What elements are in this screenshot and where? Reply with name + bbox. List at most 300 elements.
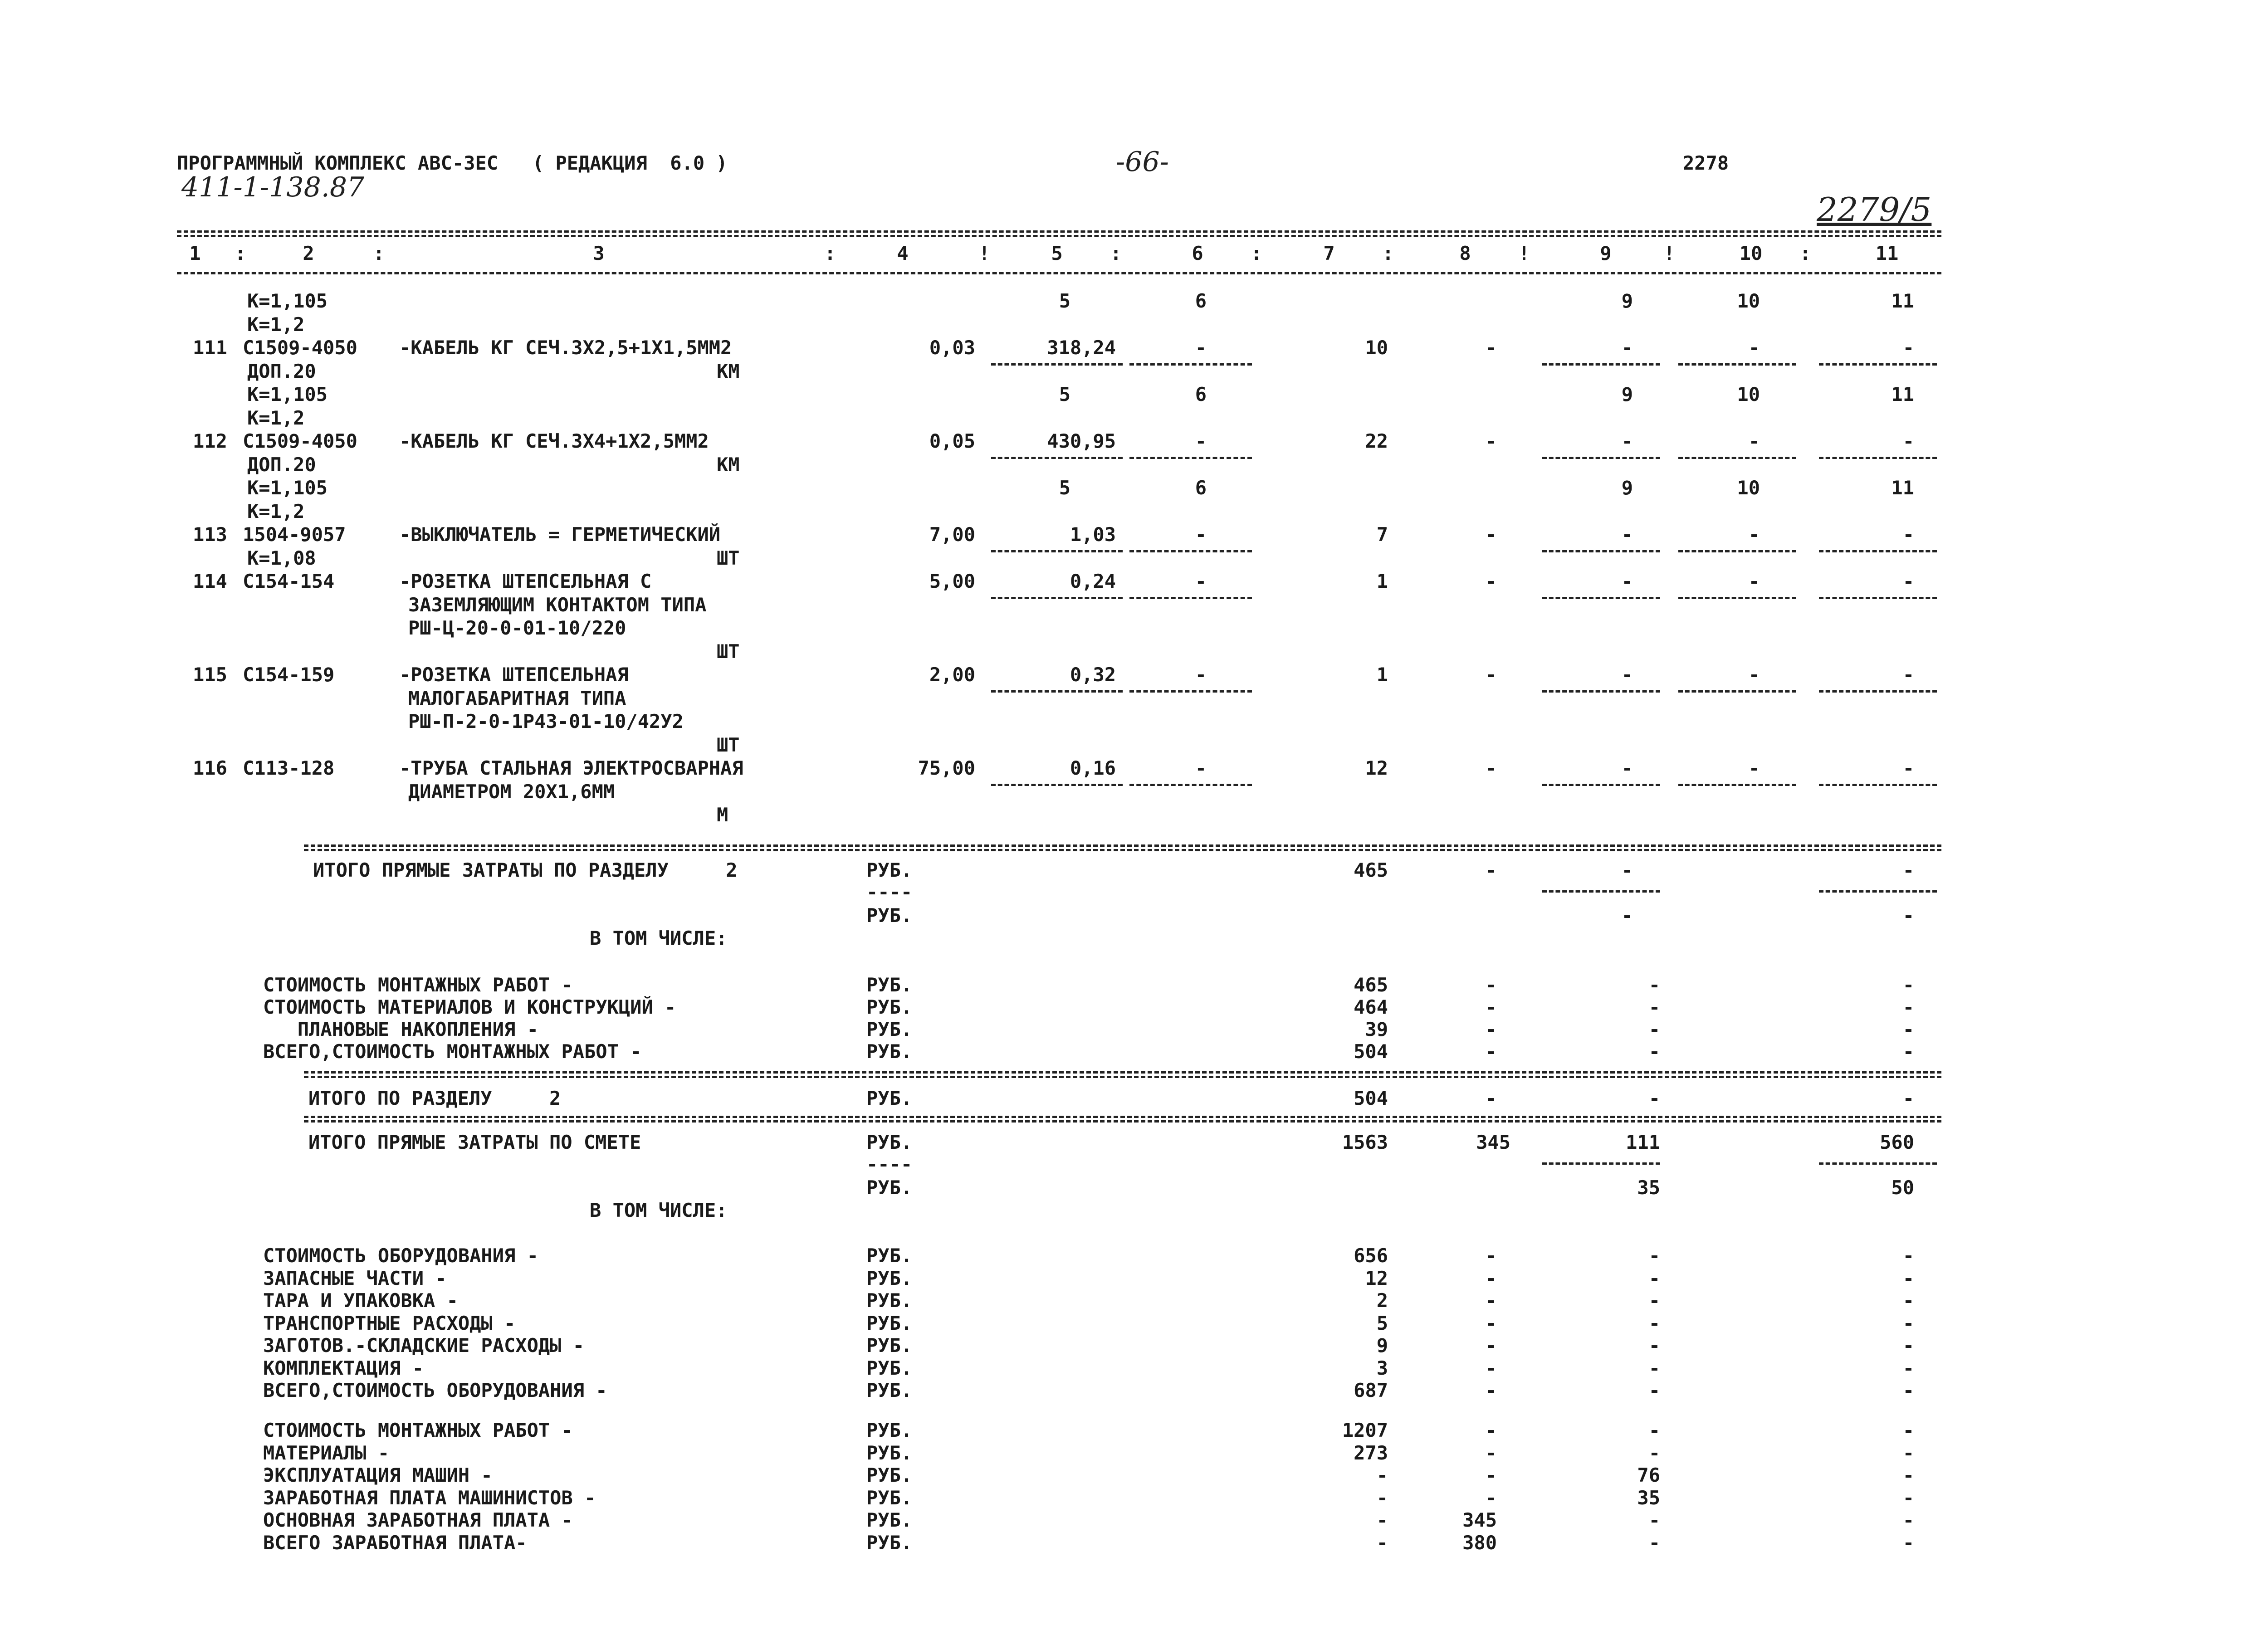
- col11-dash: 11: [1891, 383, 1914, 405]
- col5-dash: 5: [1059, 477, 1070, 499]
- summary-label: СТОИМОСТЬ ОБОРУДОВАНИЯ -: [263, 1245, 538, 1267]
- summary-col7: 9: [1376, 1334, 1388, 1357]
- summary-label: МАТЕРИАЛЫ -: [263, 1441, 390, 1464]
- cell-rule: [1819, 363, 1937, 366]
- col7-value: 22: [1365, 430, 1388, 452]
- col10-value: -: [1748, 523, 1760, 546]
- summary-col8: -: [1485, 1486, 1497, 1509]
- summary-col8: -: [1485, 1441, 1497, 1464]
- estimate-total-unit-2: РУБ.: [866, 1176, 913, 1199]
- summary-col11: -: [1902, 1312, 1914, 1334]
- section-rule-2: [304, 1120, 1941, 1123]
- col8-value: -: [1485, 757, 1497, 779]
- summary-col9: -: [1648, 1419, 1660, 1441]
- summary-col11: -: [1902, 1087, 1914, 1109]
- item-name-continued: МАЛОГАБАРИТНАЯ ТИПА: [408, 687, 626, 709]
- item-unit: ШТ: [717, 547, 740, 569]
- section-rule-2: [304, 1076, 1941, 1078]
- summary-col8: -: [1485, 1334, 1497, 1357]
- col6-value: -: [1195, 523, 1207, 546]
- column-header-5: 5: [1051, 242, 1063, 264]
- summary-col8: -: [1485, 1312, 1497, 1334]
- estimate-total-col8: 345: [1476, 1131, 1510, 1153]
- cell-rule: [1819, 890, 1937, 893]
- col11-value: -: [1902, 664, 1914, 686]
- item-number: 114: [193, 570, 227, 592]
- column-separator: :: [1799, 242, 1811, 264]
- item-modifier: К=1,105: [247, 383, 328, 405]
- summary-col11: -: [1902, 1509, 1914, 1531]
- col7-value: 7: [1376, 523, 1388, 546]
- item-name: -КАБЕЛЬ КГ СЕЧ.3Х2,5+1Х1,5ММ2: [399, 337, 732, 359]
- summary-col8: -: [1485, 974, 1497, 996]
- col7-value: 10: [1365, 337, 1388, 359]
- col9-dash: 9: [1621, 477, 1633, 499]
- col6-value: -: [1195, 757, 1207, 779]
- summary-label: ИТОГО ПО РАЗДЕЛУ 2: [308, 1087, 561, 1109]
- summary-col7: 1207: [1342, 1419, 1388, 1441]
- estimate-total-col9: 111: [1626, 1131, 1660, 1153]
- summary-col11: -: [1902, 1357, 1914, 1379]
- cell-rule: [991, 690, 1123, 693]
- summary-col8: -: [1485, 1357, 1497, 1379]
- cell-rule: [1678, 597, 1796, 599]
- summary-unit: РУБ.: [866, 1509, 913, 1531]
- summary-col7: 504: [1354, 1087, 1388, 1109]
- item-name-continued: РШ-П-2-0-1Р43-01-10/42У2: [408, 710, 684, 732]
- item-number: 111: [193, 337, 227, 359]
- cell-rule: [1542, 690, 1660, 693]
- summary-col8: -: [1485, 1040, 1497, 1063]
- item-code: С154-154: [243, 570, 335, 592]
- cell-rule: [1129, 457, 1252, 459]
- summary-col7: -: [1376, 1531, 1388, 1554]
- col10-value: -: [1748, 430, 1760, 452]
- summary-col11: -: [1902, 974, 1914, 996]
- summary-col9: -: [1648, 1357, 1660, 1379]
- column-separator: !: [1663, 242, 1675, 264]
- item-name-continued: ЗАЗЕМЛЯЮЩИМ КОНТАКТОМ ТИПА: [408, 594, 707, 616]
- item-number: 112: [193, 430, 227, 452]
- summary-col11: -: [1902, 1334, 1914, 1357]
- including-heading: В ТОМ ЧИСЛЕ:: [590, 927, 728, 949]
- item-unit-price: 430,95: [1047, 430, 1116, 452]
- item-modifier: К=1,2: [247, 313, 305, 336]
- summary-label: ЗАГОТОВ.-СКЛАДСКИЕ РАСХОДЫ -: [263, 1334, 585, 1357]
- item-name-continued: ДИАМЕТРОМ 20Х1,6ММ: [408, 781, 615, 803]
- column-header-7: 7: [1323, 242, 1335, 264]
- program-title: ПРОГРАММНЫЙ КОМПЛЕКС АВС-3ЕС ( РЕДАКЦИЯ 6.0 ): [177, 152, 728, 174]
- col10-dash: 10: [1737, 383, 1760, 405]
- col8-value: -: [1485, 337, 1497, 359]
- summary-col9: -: [1648, 1379, 1660, 1401]
- summary-label: ЭКСПЛУАТАЦИЯ МАШИН -: [263, 1464, 493, 1486]
- summary-col8: -: [1485, 1289, 1497, 1312]
- col7-value: 1: [1376, 570, 1388, 592]
- summary-col11: -: [1902, 1419, 1914, 1441]
- cell-rule: [1819, 597, 1937, 599]
- summary-col8: -: [1485, 1464, 1497, 1486]
- column-header-10: 10: [1739, 242, 1763, 264]
- cell-rule: [991, 597, 1123, 599]
- summary-col8: 345: [1462, 1509, 1497, 1531]
- estimate-total-label: ИТОГО ПРЯМЫЕ ЗАТРАТЫ ПО СМЕТЕ: [308, 1131, 641, 1153]
- item-name: -РОЗЕТКА ШТЕПСЕЛЬНАЯ: [399, 664, 629, 686]
- item-name: -РОЗЕТКА ШТЕПСЕЛЬНАЯ С: [399, 570, 652, 592]
- summary-unit: РУБ.: [866, 1018, 913, 1040]
- col11-value: -: [1902, 523, 1914, 546]
- item-modifier: К=1,2: [247, 407, 305, 429]
- cell-rule: [1129, 784, 1252, 786]
- estimate-total-unit-dash: ----: [866, 1153, 913, 1175]
- summary-col7: 3: [1376, 1357, 1388, 1379]
- col11-dash: 11: [1891, 477, 1914, 499]
- summary-col7: 5: [1376, 1312, 1388, 1334]
- summary-col11: -: [1902, 1441, 1914, 1464]
- column-separator: :: [373, 242, 385, 264]
- page-number: -66-: [1116, 146, 1169, 178]
- section-total-col9: -: [1621, 859, 1633, 881]
- item-name: -ВЫКЛЮЧАТЕЛЬ = ГЕРМЕТИЧЕСКИЙ: [399, 523, 721, 546]
- cell-rule: [991, 457, 1123, 459]
- col10-dash: 10: [1737, 477, 1760, 499]
- cell-rule: [991, 784, 1123, 786]
- summary-col9: 35: [1637, 1486, 1660, 1509]
- summary-col8: -: [1485, 1018, 1497, 1040]
- summary-col7: -: [1376, 1509, 1388, 1531]
- summary-col9: -: [1648, 1312, 1660, 1334]
- item-name: -ТРУБА СТАЛЬНАЯ ЭЛЕКТРОСВАРНАЯ: [399, 757, 743, 779]
- cell-rule: [1819, 784, 1937, 786]
- item-code: С1509-4050: [243, 430, 357, 452]
- col11-value: -: [1902, 570, 1914, 592]
- summary-unit: РУБ.: [866, 1334, 913, 1357]
- cell-rule: [991, 363, 1123, 366]
- section-total-col7: 465: [1354, 859, 1388, 881]
- section-rule: [304, 844, 1941, 847]
- summary-unit: РУБ.: [866, 1040, 913, 1063]
- cell-rule: [1542, 784, 1660, 786]
- summary-unit: РУБ.: [866, 1357, 913, 1379]
- summary-col11: -: [1902, 1040, 1914, 1063]
- col5-dash: 5: [1059, 290, 1070, 312]
- summary-col11: -: [1902, 1464, 1914, 1486]
- section-rule: [304, 1116, 1941, 1118]
- col11-value: -: [1902, 430, 1914, 452]
- col6-value: -: [1195, 337, 1207, 359]
- summary-col11: -: [1902, 1531, 1914, 1554]
- column-header-6: 6: [1192, 242, 1203, 264]
- item-quantity: 75,00: [918, 757, 975, 779]
- header-bottom-rule: [177, 272, 1941, 274]
- summary-unit: РУБ.: [866, 1312, 913, 1334]
- table-top-rule: [177, 230, 1941, 233]
- column-header-3: 3: [593, 242, 605, 264]
- item-unit: ШТ: [717, 640, 740, 663]
- item-modifier: К=1,105: [247, 290, 328, 312]
- section-total-unit-2: РУБ.: [866, 904, 913, 927]
- item-code: С1509-4050: [243, 337, 357, 359]
- summary-unit: РУБ.: [866, 996, 913, 1018]
- col9-value: -: [1621, 570, 1633, 592]
- col8-value: -: [1485, 430, 1497, 452]
- summary-col7: 656: [1354, 1245, 1388, 1267]
- summary-label: ТАРА И УПАКОВКА -: [263, 1289, 458, 1312]
- summary-col8: -: [1485, 1379, 1497, 1401]
- cell-rule: [1542, 1162, 1660, 1165]
- summary-col11: -: [1902, 1289, 1914, 1312]
- estimate-total-col9-b: 35: [1637, 1176, 1660, 1199]
- summary-unit: РУБ.: [866, 1531, 913, 1554]
- estimate-total-col11-b: 50: [1891, 1176, 1914, 1199]
- summary-col9: -: [1648, 1267, 1660, 1289]
- col9-value: -: [1621, 757, 1633, 779]
- col7-value: 12: [1365, 757, 1388, 779]
- summary-label: ВСЕГО,СТОИМОСТЬ МОНТАЖНЫХ РАБОТ -: [263, 1040, 642, 1063]
- summary-unit: РУБ.: [866, 974, 913, 996]
- col10-value: -: [1748, 337, 1760, 359]
- summary-col7: -: [1376, 1464, 1388, 1486]
- item-unit: КМ: [717, 454, 740, 476]
- cell-rule: [1129, 597, 1252, 599]
- column-separator: :: [1382, 242, 1394, 264]
- summary-col7: 273: [1354, 1441, 1388, 1464]
- summary-col9: -: [1648, 1018, 1660, 1040]
- section-total-col11: -: [1902, 859, 1914, 881]
- summary-unit: РУБ.: [866, 1289, 913, 1312]
- section-total-col9-b: -: [1621, 904, 1633, 927]
- item-modifier: ДОП.20: [247, 454, 316, 476]
- section-total-col11-b: -: [1902, 904, 1914, 927]
- column-header-2: 2: [303, 242, 314, 264]
- summary-col11: -: [1902, 1267, 1914, 1289]
- summary-col9: -: [1648, 1509, 1660, 1531]
- item-unit: ШТ: [717, 734, 740, 756]
- summary-unit: РУБ.: [866, 1087, 913, 1109]
- summary-col7: 2: [1376, 1289, 1388, 1312]
- including-heading: В ТОМ ЧИСЛЕ:: [590, 1199, 728, 1221]
- item-unit: М: [717, 804, 728, 826]
- summary-label: ВСЕГО ЗАРАБОТНАЯ ПЛАТА-: [263, 1531, 527, 1554]
- summary-col8: -: [1485, 996, 1497, 1018]
- column-separator: !: [1518, 242, 1530, 264]
- column-header-11: 11: [1875, 242, 1899, 264]
- item-number: 113: [193, 523, 227, 546]
- column-separator: !: [978, 242, 990, 264]
- item-unit-price: 1,03: [1070, 523, 1116, 546]
- col9-value: -: [1621, 430, 1633, 452]
- column-separator: :: [1251, 242, 1262, 264]
- summary-label: ВСЕГО,СТОИМОСТЬ ОБОРУДОВАНИЯ -: [263, 1379, 607, 1401]
- col6-value: -: [1195, 570, 1207, 592]
- col9-dash: 9: [1621, 383, 1633, 405]
- col11-value: -: [1902, 757, 1914, 779]
- col8-value: -: [1485, 664, 1497, 686]
- column-header-4: 4: [897, 242, 909, 264]
- summary-unit: РУБ.: [866, 1379, 913, 1401]
- cell-rule: [1819, 690, 1937, 693]
- summary-label: ЗАРАБОТНАЯ ПЛАТА МАШИНИСТОВ -: [263, 1486, 596, 1509]
- section-rule: [304, 1071, 1941, 1074]
- cell-rule: [1542, 363, 1660, 366]
- summary-col8: 380: [1462, 1531, 1497, 1554]
- column-header-1: 1: [189, 242, 201, 264]
- item-quantity: 7,00: [929, 523, 975, 546]
- col6-dash: 6: [1195, 383, 1207, 405]
- sheet-number: 2278: [1683, 152, 1729, 174]
- item-code: С113-128: [243, 757, 335, 779]
- summary-label: СТОИМОСТЬ МОНТАЖНЫХ РАБОТ -: [263, 1419, 573, 1441]
- summary-label: ОСНОВНАЯ ЗАРАБОТНАЯ ПЛАТА -: [263, 1509, 573, 1531]
- col10-value: -: [1748, 570, 1760, 592]
- summary-col11: -: [1902, 1245, 1914, 1267]
- cell-rule: [1542, 597, 1660, 599]
- summary-col8: -: [1485, 1419, 1497, 1441]
- col8-value: -: [1485, 570, 1497, 592]
- col6-dash: 6: [1195, 290, 1207, 312]
- summary-col11: -: [1902, 1486, 1914, 1509]
- item-modifier: К=1,105: [247, 477, 328, 499]
- estimate-total-col11: 560: [1880, 1131, 1914, 1153]
- summary-unit: РУБ.: [866, 1464, 913, 1486]
- col9-dash: 9: [1621, 290, 1633, 312]
- col6-value: -: [1195, 664, 1207, 686]
- section-total-unit-dash: ----: [866, 881, 913, 903]
- col9-value: -: [1621, 523, 1633, 546]
- summary-label: СТОИМОСТЬ МОНТАЖНЫХ РАБОТ -: [263, 974, 573, 996]
- summary-col8: -: [1485, 1245, 1497, 1267]
- cell-rule: [1678, 690, 1796, 693]
- col6-dash: 6: [1195, 477, 1207, 499]
- summary-col9: -: [1648, 1441, 1660, 1464]
- summary-col9: -: [1648, 1531, 1660, 1554]
- summary-col11: -: [1902, 996, 1914, 1018]
- cell-rule: [1129, 363, 1252, 366]
- item-modifier: ДОП.20: [247, 360, 316, 382]
- item-quantity: 5,00: [929, 570, 975, 592]
- summary-col9: -: [1648, 1087, 1660, 1109]
- cell-rule: [1819, 550, 1937, 552]
- summary-col7: 39: [1365, 1018, 1388, 1040]
- column-header-9: 9: [1600, 242, 1612, 264]
- summary-col8: -: [1485, 1087, 1497, 1109]
- col8-value: -: [1485, 523, 1497, 546]
- table-top-rule-2: [177, 235, 1941, 237]
- summary-col9: -: [1648, 1040, 1660, 1063]
- column-separator: :: [824, 242, 836, 264]
- item-modifier: К=1,08: [247, 547, 316, 569]
- summary-col7: 12: [1365, 1267, 1388, 1289]
- item-code: 1504-9057: [243, 523, 346, 546]
- column-separator: :: [1110, 242, 1122, 264]
- cell-rule: [1542, 457, 1660, 459]
- cell-rule: [1678, 784, 1796, 786]
- summary-col7: 464: [1354, 996, 1388, 1018]
- estimate-total-col7: 1563: [1342, 1131, 1388, 1153]
- cell-rule: [1542, 550, 1660, 552]
- section-rule-2: [304, 849, 1941, 851]
- item-number: 115: [193, 664, 227, 686]
- cell-rule: [1542, 890, 1660, 893]
- item-unit-price: 0,32: [1070, 664, 1116, 686]
- section-total-col8: -: [1485, 859, 1497, 881]
- summary-unit: РУБ.: [866, 1441, 913, 1464]
- col9-value: -: [1621, 337, 1633, 359]
- item-name-continued: РШ-Ц-20-0-01-10/220: [408, 617, 626, 639]
- summary-label: ПЛАНОВЫЕ НАКОПЛЕНИЯ -: [263, 1018, 538, 1040]
- cell-rule: [1129, 550, 1252, 552]
- item-unit-price: 318,24: [1047, 337, 1116, 359]
- estimate-total-unit: РУБ.: [866, 1131, 913, 1153]
- handwritten-sheet-number: 2279/5: [1817, 190, 1932, 229]
- cell-rule: [1819, 457, 1937, 459]
- item-name: -КАБЕЛЬ КГ СЕЧ.3Х4+1Х2,5ММ2: [399, 430, 709, 452]
- col10-value: -: [1748, 664, 1760, 686]
- col9-value: -: [1621, 664, 1633, 686]
- handwritten-code: 411-1-138.87: [181, 171, 365, 203]
- cell-rule: [1129, 690, 1252, 693]
- col11-dash: 11: [1891, 290, 1914, 312]
- summary-col7: 504: [1354, 1040, 1388, 1063]
- summary-label: ЗАПАСНЫЕ ЧАСТИ -: [263, 1267, 447, 1289]
- col11-value: -: [1902, 337, 1914, 359]
- cell-rule: [1678, 363, 1796, 366]
- cell-rule: [1819, 1162, 1937, 1165]
- col6-value: -: [1195, 430, 1207, 452]
- summary-col9: -: [1648, 1245, 1660, 1267]
- summary-col7: -: [1376, 1486, 1388, 1509]
- cell-rule: [1678, 550, 1796, 552]
- cell-rule: [991, 550, 1123, 552]
- item-modifier: К=1,2: [247, 500, 305, 522]
- summary-col9: -: [1648, 974, 1660, 996]
- item-unit: КМ: [717, 360, 740, 382]
- summary-unit: РУБ.: [866, 1419, 913, 1441]
- col5-dash: 5: [1059, 383, 1070, 405]
- col10-dash: 10: [1737, 290, 1760, 312]
- summary-col7: 687: [1354, 1379, 1388, 1401]
- item-number: 116: [193, 757, 227, 779]
- item-code: С154-159: [243, 664, 335, 686]
- section-total-unit: РУБ.: [866, 859, 913, 881]
- column-header-8: 8: [1459, 242, 1471, 264]
- col7-value: 1: [1376, 664, 1388, 686]
- item-unit-price: 0,16: [1070, 757, 1116, 779]
- column-separator: :: [235, 242, 246, 264]
- summary-label: ТРАНСПОРТНЫЕ РАСХОДЫ -: [263, 1312, 516, 1334]
- summary-col9: -: [1648, 1289, 1660, 1312]
- summary-col9: 76: [1637, 1464, 1660, 1486]
- col10-value: -: [1748, 757, 1760, 779]
- item-quantity: 0,03: [929, 337, 975, 359]
- summary-col8: -: [1485, 1267, 1497, 1289]
- summary-label: СТОИМОСТЬ МАТЕРИАЛОВ И КОНСТРУКЦИЙ -: [263, 996, 676, 1018]
- item-unit-price: 0,24: [1070, 570, 1116, 592]
- cell-rule: [1678, 457, 1796, 459]
- summary-col11: -: [1902, 1018, 1914, 1040]
- summary-col9: -: [1648, 996, 1660, 1018]
- summary-col11: -: [1902, 1379, 1914, 1401]
- item-quantity: 2,00: [929, 664, 975, 686]
- summary-col9: -: [1648, 1334, 1660, 1357]
- item-quantity: 0,05: [929, 430, 975, 452]
- summary-unit: РУБ.: [866, 1486, 913, 1509]
- summary-unit: РУБ.: [866, 1267, 913, 1289]
- summary-col7: 465: [1354, 974, 1388, 996]
- section-total-label: ИТОГО ПРЯМЫЕ ЗАТРАТЫ ПО РАЗДЕЛУ 2: [313, 859, 738, 881]
- summary-label: КОМПЛЕКТАЦИЯ -: [263, 1357, 424, 1379]
- summary-unit: РУБ.: [866, 1245, 913, 1267]
